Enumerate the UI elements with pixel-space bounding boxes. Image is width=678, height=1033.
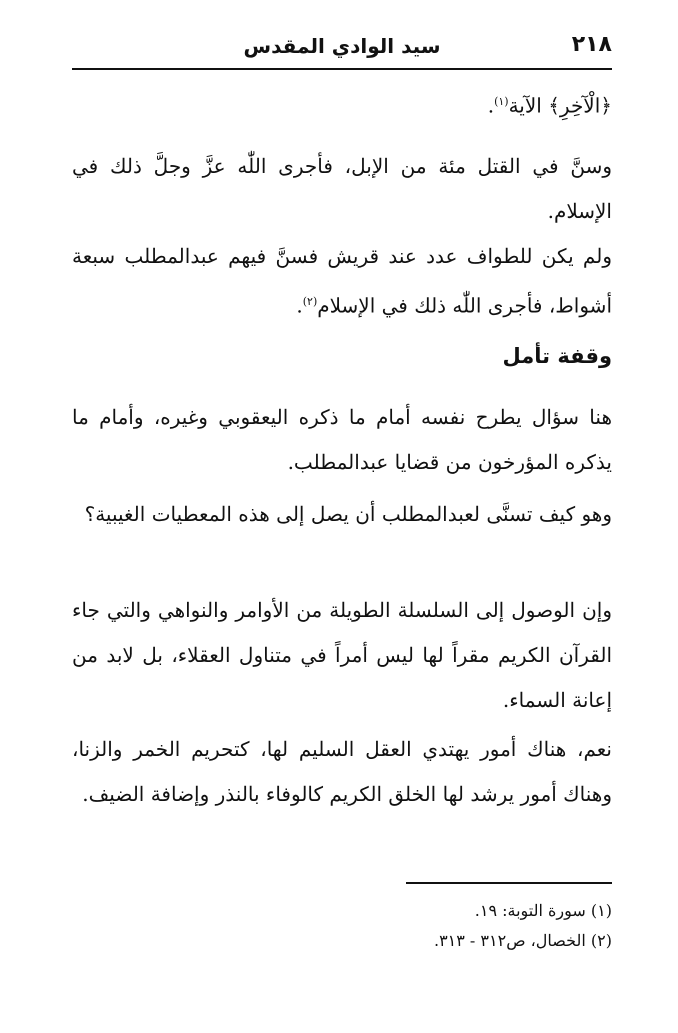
paragraph-end-dot: . — [296, 293, 303, 318]
paragraph-how: وهو كيف تسنَّى لعبدالمطلب أن يصل إلى هذه المعطيات الغيبية؟ — [84, 502, 612, 526]
running-title: سيد الوادي المقدس — [243, 34, 441, 58]
paragraph-reason: نعم، هناك أمور يهتدي العقل السليم لها، كتحريم الخمر والزنا، وهناك أمور يرشد لها الخلق الكريم كالوفاء بالنذر وإضافة الضيف. — [72, 737, 612, 806]
paragraph-commands: وإن الوصول إلى السلسلة الطويلة من الأوامر والنواهي والتي جاء القرآن الكريم مقراً لها ليس أمراً في متناول العقلاء، بل لابد من إعانة السماء. — [72, 598, 612, 712]
paragraph-tawaf — [72, 234, 612, 329]
paragraph-end-dot: . — [487, 93, 495, 118]
section-heading: وقفة تأمل — [502, 344, 612, 368]
footnote-ref-2: (٢) — [302, 295, 318, 308]
paragraph-question: هنا سؤال يطرح نفسه أمام ما ذكره اليعقوبي وغيره، وأمام ما يذكره المؤرخون من قضايا عبدالمطلب. — [72, 405, 612, 474]
page-number: ٢١٨ — [571, 32, 612, 57]
paragraph-verse-end — [72, 79, 612, 129]
page-header — [72, 30, 612, 70]
footnote-ref-1: (١) — [494, 95, 509, 108]
book-page — [72, 0, 612, 1033]
paragraph-text: ولم يكن للطواف عدد عند قريش فسنَّ فيهم عبدالمطلب سبعة أشواط، فأجرى اللّٰه ذلك في الإسلام — [72, 244, 612, 318]
footnote-2: (٢) الخصال، ص٣١٢ - ٣١٣. — [433, 931, 612, 950]
footnote-1: (١) سورة التوبة: ١٩. — [474, 901, 612, 920]
paragraph-blood-money: وسنَّ في القتل مئة من الإبل، فأجرى اللّٰه عزَّ وجلَّ ذلك في الإسلام. — [72, 154, 612, 223]
footnote-divider — [406, 882, 612, 884]
paragraph-text: ﴿الْآخِرِ﴾ الآية — [508, 93, 612, 118]
